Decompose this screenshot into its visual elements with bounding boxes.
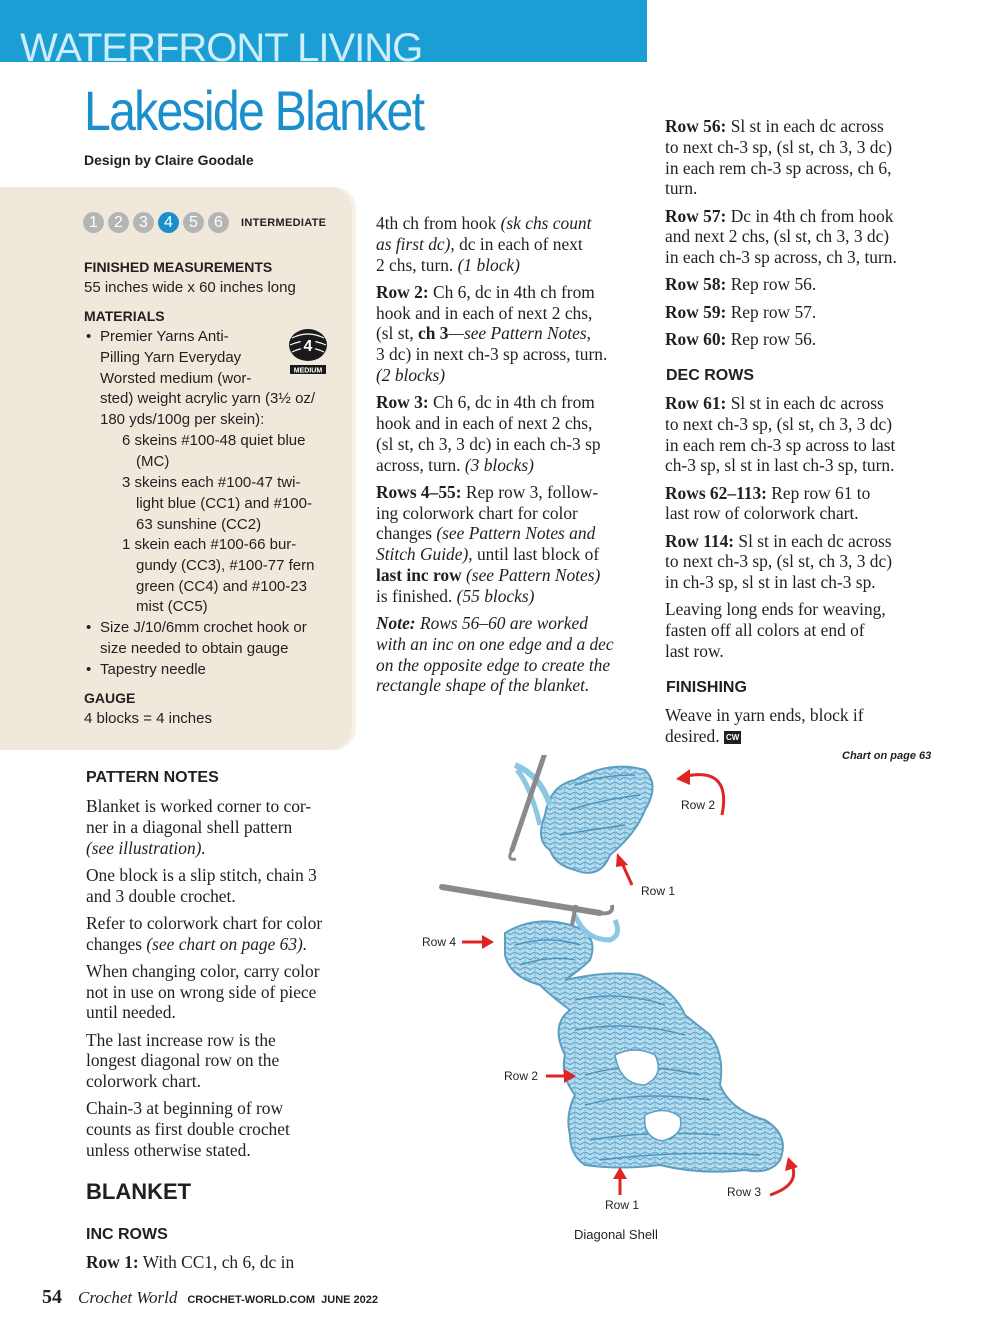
row-57-instruction: Row 57: Dc in 4th ch from hook and next 2 chs, (sl st, ch 3, 3 dc) in each ch-3 sp across, ch 3, turn.	[665, 205, 897, 268]
note-paragraph: Blanket is worked corner to cor- ner in a diagonal shell pattern (see illustration).	[86, 796, 312, 858]
dec-rows-instructions	[665, 393, 955, 668]
material-yarn-cc3-cc5: 1 skein each #100-66 bur- gundy (CC3), #100-77 fern green (CC4) and #100-23 mist (CC5)	[122, 536, 315, 616]
row-59-instruction: Row 59: Rep row 57.	[665, 301, 817, 322]
magazine-website-date: CROCHET-WORLD.COM JUNE 2022	[187, 1294, 379, 1306]
row-2-label: Row 2	[504, 1069, 539, 1083]
inc-rows-heading: INC ROWS	[86, 1226, 168, 1243]
diagonal-shell-illustration	[400, 755, 830, 1230]
yarn-weight-label: MEDIUM	[293, 367, 323, 375]
byline	[84, 152, 254, 168]
designer-name: Claire Goodale	[154, 152, 254, 168]
row-1-continued: 4th ch from hook (sk chs count as first dc), dc in each of next 2 chs, turn. (1 block)	[376, 213, 592, 275]
row-1-label: Row 1	[605, 1198, 640, 1212]
top-swatch	[510, 755, 653, 873]
magazine-name: Crochet World	[78, 1288, 178, 1307]
row-60-instruction: Row 60: Rep row 56.	[665, 328, 817, 349]
top-row-2-label: Row 2	[681, 798, 716, 812]
row-114-instruction: Row 114: Sl st in each dc across to next ch-3 sp, (sl st, ch 3, 3 dc) in ch-3 sp, sl st in last ch-3 sp.	[665, 530, 893, 593]
rows-4-55-instruction: Rows 4–55: Rep row 3, follow- ing colorwork chart for color changes (see Pattern Notes and Stitch Guide), until last block of last inc row (see Pattern Notes) is finished. (55 blocks)	[376, 481, 601, 606]
chart-reference: Chart on page 63	[842, 750, 932, 762]
pattern-notes-heading: PATTERN NOTES	[86, 769, 219, 786]
end-mark-icon: CW	[725, 732, 740, 742]
skill-level-3: 3	[133, 212, 154, 233]
instructions-column-3	[665, 116, 955, 356]
illustration-caption: Diagonal Shell	[574, 1227, 658, 1242]
bullet: •	[86, 619, 92, 636]
rows-56-60-note: Note: Rows 56–60 are worked with an inc on one edge and a dec on the opposite edge to create the rectangle shape of the blanket.	[376, 612, 614, 696]
top-row-1-label: Row 1	[641, 884, 676, 898]
section-label: WATERFRONT LIVING	[20, 26, 423, 62]
row-2-instruction: Row 2: Ch 6, dc in 4th ch from hook and in each of next 2 chs, (sl st, ch 3—see Pattern Notes, 3 dc) in next ch-3 sp across, turn. (2 blocks)	[376, 281, 608, 385]
row-61-instruction: Row 61: Sl st in each dc across to next ch-3 sp, (sl st, ch 3, 3 dc) in each rem ch-3 sp across to last ch-3 sp, sl st in last ch-3 sp, turn.	[665, 393, 896, 476]
rows-62-113-instruction: Rows 62–113: Rep row 61 to last row of colorwork chart.	[665, 482, 871, 524]
note-paragraph: One block is a slip stitch, chain 3 and 3 double crochet.	[86, 864, 317, 906]
finishing-heading: FINISHING	[666, 679, 747, 696]
material-hook: Size J/10/6mm crochet hook or size needed to obtain gauge	[100, 619, 307, 657]
blanket-heading: BLANKET	[86, 1179, 192, 1204]
finished-measurements-text: 55 inches wide x 60 inches long	[84, 279, 296, 296]
note-paragraph: The last increase row is the longest diagonal row on the colorwork chart.	[86, 1029, 280, 1092]
skill-level-5: 5	[183, 212, 204, 233]
note-paragraph: Chain-3 at beginning of row counts as first double crochet unless otherwise stated.	[86, 1098, 290, 1160]
material-yarn-mc: 6 skeins #100-48 quiet blue (MC)	[122, 432, 306, 470]
note-paragraph: Refer to colorwork chart for color changes (see chart on page 63).	[86, 912, 323, 954]
row-3-instruction: Row 3: Ch 6, dc in 4th ch from hook and in each of next 2 chs, (sl st, ch 3, 3 dc) in each ch-3 sp across, turn. (3 blocks)	[376, 392, 601, 475]
byline-prefix: Design by	[84, 152, 151, 168]
skill-level-1: 1	[83, 212, 104, 233]
finishing-instructions: Weave in yarn ends, block if desired. CW	[665, 705, 864, 746]
material-needle: Tapestry needle	[100, 661, 206, 678]
page-footer	[42, 1286, 378, 1310]
material-yarn: Premier Yarns Anti- Pilling Yarn Everyday Worsted medium (wor- sted) weight acrylic yarn (3½ oz/ 180 yds/100g per skein):	[100, 328, 316, 429]
dec-rows-heading: DEC ROWS	[666, 367, 754, 384]
skill-level-label: INTERMEDIATE	[241, 216, 327, 229]
row-3-label: Row 3	[727, 1185, 762, 1199]
material-yarn-cc1-cc2: 3 skeins each #100-47 twi- light blue (CC1) and #100- 63 sunshine (CC2)	[122, 474, 312, 533]
section-banner	[0, 0, 647, 62]
fasten-off-instruction: Leaving long ends for weaving, fasten off all colors at end of last row.	[665, 599, 886, 661]
note-paragraph: When changing color, carry color not in use on wrong side of piece until needed.	[86, 960, 320, 1023]
row-56-instruction: Row 56: Sl st in each dc across to next ch-3 sp, (sl st, ch 3, 3 dc) in each rem ch-3 sp across, ch 6, turn.	[665, 116, 893, 199]
skill-level-4-active: 4	[158, 212, 179, 233]
pattern-notes	[86, 796, 366, 1167]
yarn-weight-number: 4	[303, 338, 313, 355]
row-1-instruction: Row 1: With CC1, ch 6, dc in	[86, 1252, 295, 1272]
gauge-heading: GAUGE	[84, 690, 136, 706]
row-3-arrow	[770, 1165, 794, 1195]
materials-heading: MATERIALS	[84, 308, 165, 324]
skill-level-2: 2	[108, 212, 129, 233]
row-4-label: Row 4	[422, 935, 457, 949]
bullet: •	[86, 328, 92, 345]
row-58-instruction: Row 58: Rep row 56.	[665, 274, 817, 295]
gauge-text: 4 blocks = 4 inches	[84, 710, 212, 727]
top-row-1-arrow	[622, 863, 632, 885]
bullet: •	[86, 661, 92, 678]
instructions-column-2	[376, 213, 656, 702]
page-number: 54	[42, 1286, 62, 1308]
finished-measurements-heading: FINISHED MEASUREMENTS	[84, 259, 273, 275]
skill-level	[83, 212, 326, 233]
page-title: Lakeside Blanket	[84, 79, 424, 142]
bottom-swatch	[442, 887, 783, 1172]
skill-level-6: 6	[208, 212, 229, 233]
